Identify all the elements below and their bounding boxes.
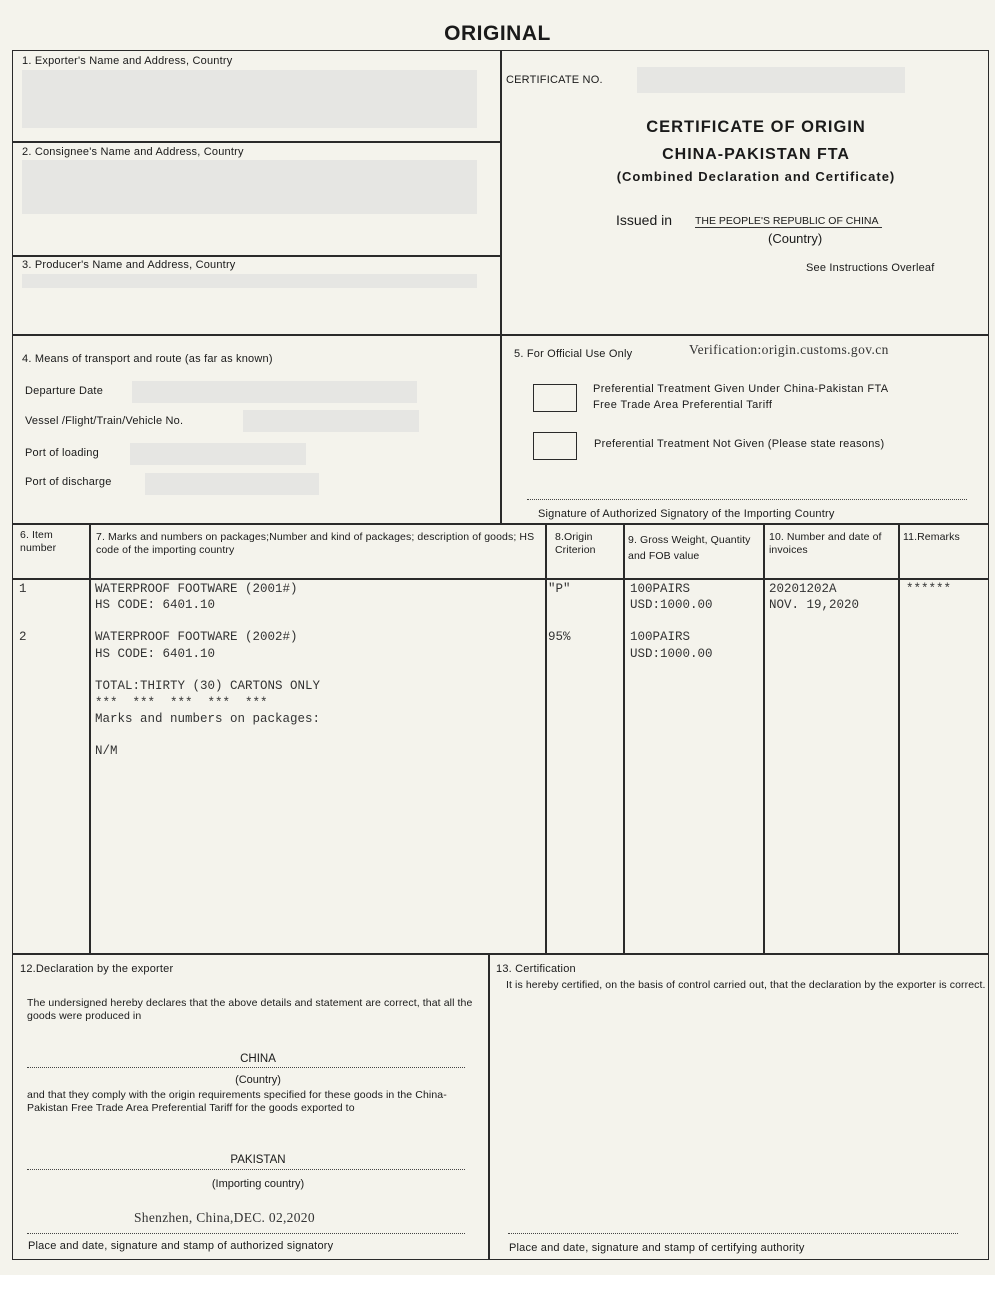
consignee-label: 2. Consignee's Name and Address, Country <box>22 146 244 158</box>
row1-origin: "P" <box>548 582 571 596</box>
declaration-signature-line <box>27 1233 465 1234</box>
total-packages: TOTAL:THIRTY (30) CARTONS ONLY <box>95 679 321 693</box>
col-divider-1 <box>89 523 91 954</box>
issued-country: THE PEOPLE'S REPUBLIC OF CHINA <box>695 215 882 228</box>
port-loading-label: Port of loading <box>25 447 99 459</box>
row1-invoice-date: NOV. 19,2020 <box>769 598 860 612</box>
certificate-subtitle-2: (Combined Declaration and Certificate) <box>616 169 896 184</box>
declaration-text-1: The undersigned hereby declares that the above details and statement are correct, that all the goods were produced in <box>27 997 473 1022</box>
departure-date-redacted <box>132 381 417 403</box>
divider-h-table-top <box>12 523 989 525</box>
certificate-title: CERTIFICATE OF ORIGIN <box>646 118 866 136</box>
issued-country-caption: (Country) <box>768 231 823 246</box>
pref-given-checkbox[interactable] <box>533 384 577 412</box>
col-header-marks: 7. Marks and numbers on packages;Number and kind of packages; description of goods; HS code of the importing country <box>96 531 535 556</box>
row2-origin: 95% <box>548 630 571 644</box>
issued-in-label: Issued in <box>616 212 673 228</box>
row1-hs-code: HS CODE: 6401.10 <box>95 598 216 612</box>
row2-fob: USD:1000.00 <box>630 647 713 661</box>
certification-footer: Place and date, signature and stamp of certifying authority <box>509 1242 805 1254</box>
certificate-no-redacted <box>637 67 905 93</box>
declaration-place-date: Shenzhen, China,DEC. 02,2020 <box>134 1210 315 1225</box>
official-use-label: 5. For Official Use Only <box>514 348 633 360</box>
divider-h-table-header <box>12 578 989 580</box>
transport-label: 4. Means of transport and route (as far as known) <box>22 353 273 365</box>
departure-date-label: Departure Date <box>25 385 104 397</box>
row2-hs-code: HS CODE: 6401.10 <box>95 647 216 661</box>
col-header-invoice: 10. Number and date of invoices <box>769 531 882 556</box>
col-header-gross: 9. Gross Weight, Quantity and FOB value <box>628 534 751 562</box>
port-discharge-label: Port of discharge <box>25 476 112 488</box>
divider-h-box3 <box>12 334 989 336</box>
divider-h-table-bottom <box>12 953 989 955</box>
consignee-redacted <box>22 160 477 214</box>
declaration-country: CHINA <box>240 1053 276 1065</box>
row2-item: 2 <box>19 630 27 644</box>
see-instructions: See Instructions Overleaf <box>806 262 935 274</box>
row2-quantity: 100PAIRS <box>630 630 691 644</box>
declaration-country-caption: (Country) <box>235 1074 281 1086</box>
row1-remarks: ****** <box>906 582 952 596</box>
stars-line: *** *** *** *** *** <box>95 696 268 710</box>
row1-description: WATERPROOF FOOTWARE (2001#) <box>95 582 298 596</box>
original-heading: ORIGINAL <box>444 22 551 45</box>
pref-given-line1: Preferential Treatment Given Under China-Pakistan FTA <box>593 383 889 395</box>
declaration-text-2: and that they comply with the origin requirements specified for these goods in the China-Pakistan Free Trade Area Preferential Tariff for the goods exported to <box>27 1089 447 1114</box>
pref-not-given-label: Preferential Treatment Not Given (Please state reasons) <box>594 438 885 450</box>
marks-label: Marks and numbers on packages: <box>95 712 321 726</box>
divider-h-box1 <box>12 141 501 143</box>
certification-text: It is hereby certified, on the basis of control carried out, that the declaration by the exporter is correct. <box>506 979 986 991</box>
col-divider-5 <box>898 523 900 954</box>
col-divider-2 <box>545 523 547 954</box>
declaration-importing-line <box>27 1169 465 1170</box>
certification-label: 13. Certification <box>496 963 576 975</box>
vessel-label: Vessel /Flight/Train/Vehicle No. <box>25 415 184 427</box>
declaration-country-line <box>27 1067 465 1068</box>
row1-fob: USD:1000.00 <box>630 598 713 612</box>
divider-v-bottom <box>488 953 490 1260</box>
pref-given-line2: Free Trade Area Preferential Tariff <box>593 399 773 411</box>
importing-signature-label: Signature of Authorized Signatory of the Importing Country <box>538 508 835 520</box>
port-discharge-redacted <box>145 473 319 495</box>
row1-quantity: 100PAIRS <box>630 582 691 596</box>
exporter-redacted <box>22 70 477 128</box>
exporter-label: 1. Exporter's Name and Address, Country <box>22 55 233 67</box>
pref-not-given-checkbox[interactable] <box>533 432 577 460</box>
port-loading-redacted <box>130 443 306 465</box>
row2-description: WATERPROOF FOOTWARE (2002#) <box>95 630 298 644</box>
certificate-no-label: CERTIFICATE NO. <box>506 74 603 86</box>
verification-text: Verification:origin.customs.gov.cn <box>689 342 889 357</box>
importing-signature-line <box>527 499 967 500</box>
declaration-importing-country: PAKISTAN <box>230 1154 286 1166</box>
divider-h-box2 <box>12 255 501 257</box>
col-header-remarks: 11.Remarks <box>903 531 960 543</box>
col-divider-4 <box>763 523 765 954</box>
certification-signature-line <box>508 1233 958 1234</box>
declaration-label: 12.Declaration by the exporter <box>20 963 174 975</box>
marks-value: N/M <box>95 744 118 758</box>
row1-item: 1 <box>19 582 27 596</box>
col-header-origin: 8.Origin Criterion <box>555 531 596 556</box>
certificate-subtitle: CHINA-PAKISTAN FTA <box>662 146 850 163</box>
declaration-footer: Place and date, signature and stamp of authorized signatory <box>28 1240 334 1252</box>
producer-redacted <box>22 274 477 288</box>
row1-invoice-no: 20201202A <box>769 582 837 596</box>
declaration-importing-caption: (Importing country) <box>211 1178 305 1190</box>
vessel-redacted <box>243 410 419 432</box>
col-header-item: 6. Item number <box>20 529 57 554</box>
col-divider-3 <box>623 523 625 954</box>
producer-label: 3. Producer's Name and Address, Country <box>22 259 236 271</box>
